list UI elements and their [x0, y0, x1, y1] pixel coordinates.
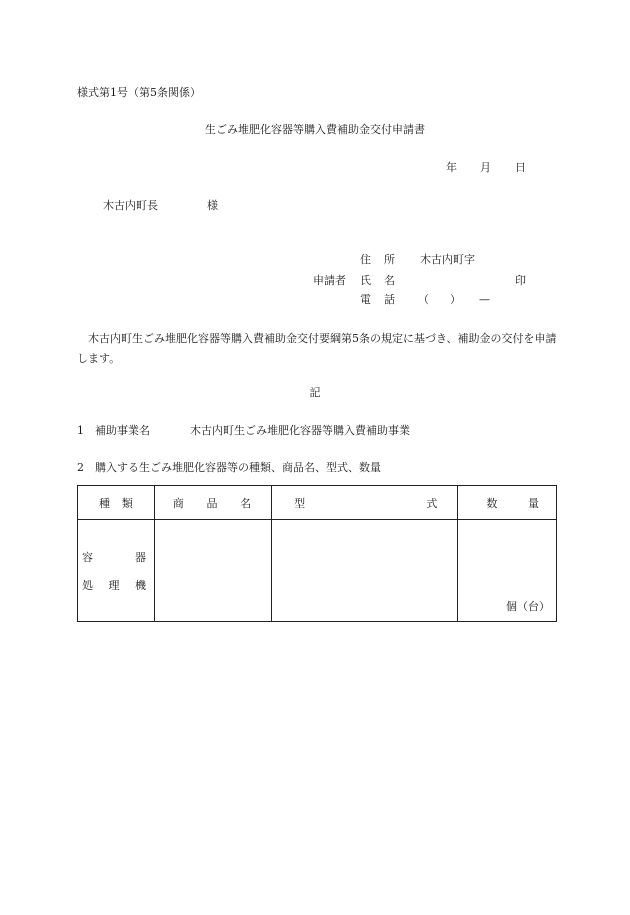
date-month-label: 月	[480, 161, 491, 174]
phone-label-1: 電	[360, 293, 371, 306]
product-name-cell[interactable]	[154, 520, 271, 622]
address-value: 木古内町字	[420, 253, 475, 266]
item-1-value: 木古内町生ごみ堆肥化容器等購入費補助事業	[190, 424, 410, 437]
item-2-label: 購入する生ごみ堆肥化容器等の種類、商品名、型式、数量	[95, 461, 381, 474]
header-model	[272, 486, 458, 520]
phone-paren-open: （	[418, 293, 429, 306]
name-label-2: 名	[384, 274, 395, 287]
type-container-char: 器	[135, 551, 146, 564]
name-label-1: 氏	[360, 274, 371, 287]
table-body-row	[78, 520, 557, 622]
type-processor-char: 処	[82, 579, 93, 592]
form-number: 様式第1号（第5条関係）	[77, 86, 201, 99]
header-type-char: 類	[121, 496, 133, 510]
type-option-container	[82, 551, 148, 579]
model-cell[interactable]	[272, 520, 458, 622]
address-label-2: 所	[384, 253, 395, 266]
document-title: 生ごみ堆肥化容器等購入費補助金交付申請書	[205, 123, 425, 136]
item-1	[77, 424, 410, 438]
item-2-number: 2	[77, 461, 84, 474]
type-processor-char: 理	[108, 579, 120, 592]
type-options	[82, 551, 148, 607]
ki-heading: 記	[309, 386, 321, 399]
header-product-name	[154, 486, 271, 520]
applicant-block	[313, 253, 573, 313]
header-model-char: 式	[426, 496, 438, 510]
type-container-char: 容	[82, 551, 93, 564]
type-processor-char: 機	[135, 579, 146, 592]
header-type	[78, 486, 155, 520]
header-product-char: 商	[172, 496, 184, 510]
header-product-char: 名	[240, 496, 252, 510]
date-day-label: 日	[515, 161, 526, 174]
item-1-label: 補助事業名	[95, 424, 150, 437]
type-option-processor	[82, 579, 148, 607]
header-quantity-char: 量	[528, 496, 539, 510]
addressee	[103, 199, 218, 213]
purchase-table	[77, 485, 557, 622]
quantity-unit: 個（台）	[506, 600, 550, 613]
header-product-char: 品	[206, 496, 218, 510]
date-year-label: 年	[446, 161, 457, 174]
application-statement: 木古内町生ごみ堆肥化容器等購入費補助金交付要綱第5条の規定に基づき、補助金の交付を申請します。	[77, 332, 557, 365]
phone-paren-close: ）	[450, 293, 461, 306]
item-2	[77, 461, 381, 475]
quantity-cell[interactable]	[458, 520, 557, 622]
seal-mark: 印	[515, 274, 526, 287]
header-model-char: 型	[294, 496, 306, 510]
applicant-role-label: 申請者	[313, 274, 346, 287]
address-label-1: 住	[360, 253, 371, 266]
type-cell	[78, 520, 155, 622]
header-type-char: 種	[99, 496, 110, 510]
table-header-row	[78, 486, 557, 520]
phone-dash: —	[479, 293, 490, 306]
addressee-name: 木古内町長	[103, 199, 158, 212]
phone-label-2: 話	[384, 293, 395, 306]
header-quantity	[458, 486, 557, 520]
addressee-honorific: 様	[207, 199, 218, 212]
item-1-number: 1	[77, 424, 84, 437]
header-quantity-char: 数	[486, 496, 498, 510]
